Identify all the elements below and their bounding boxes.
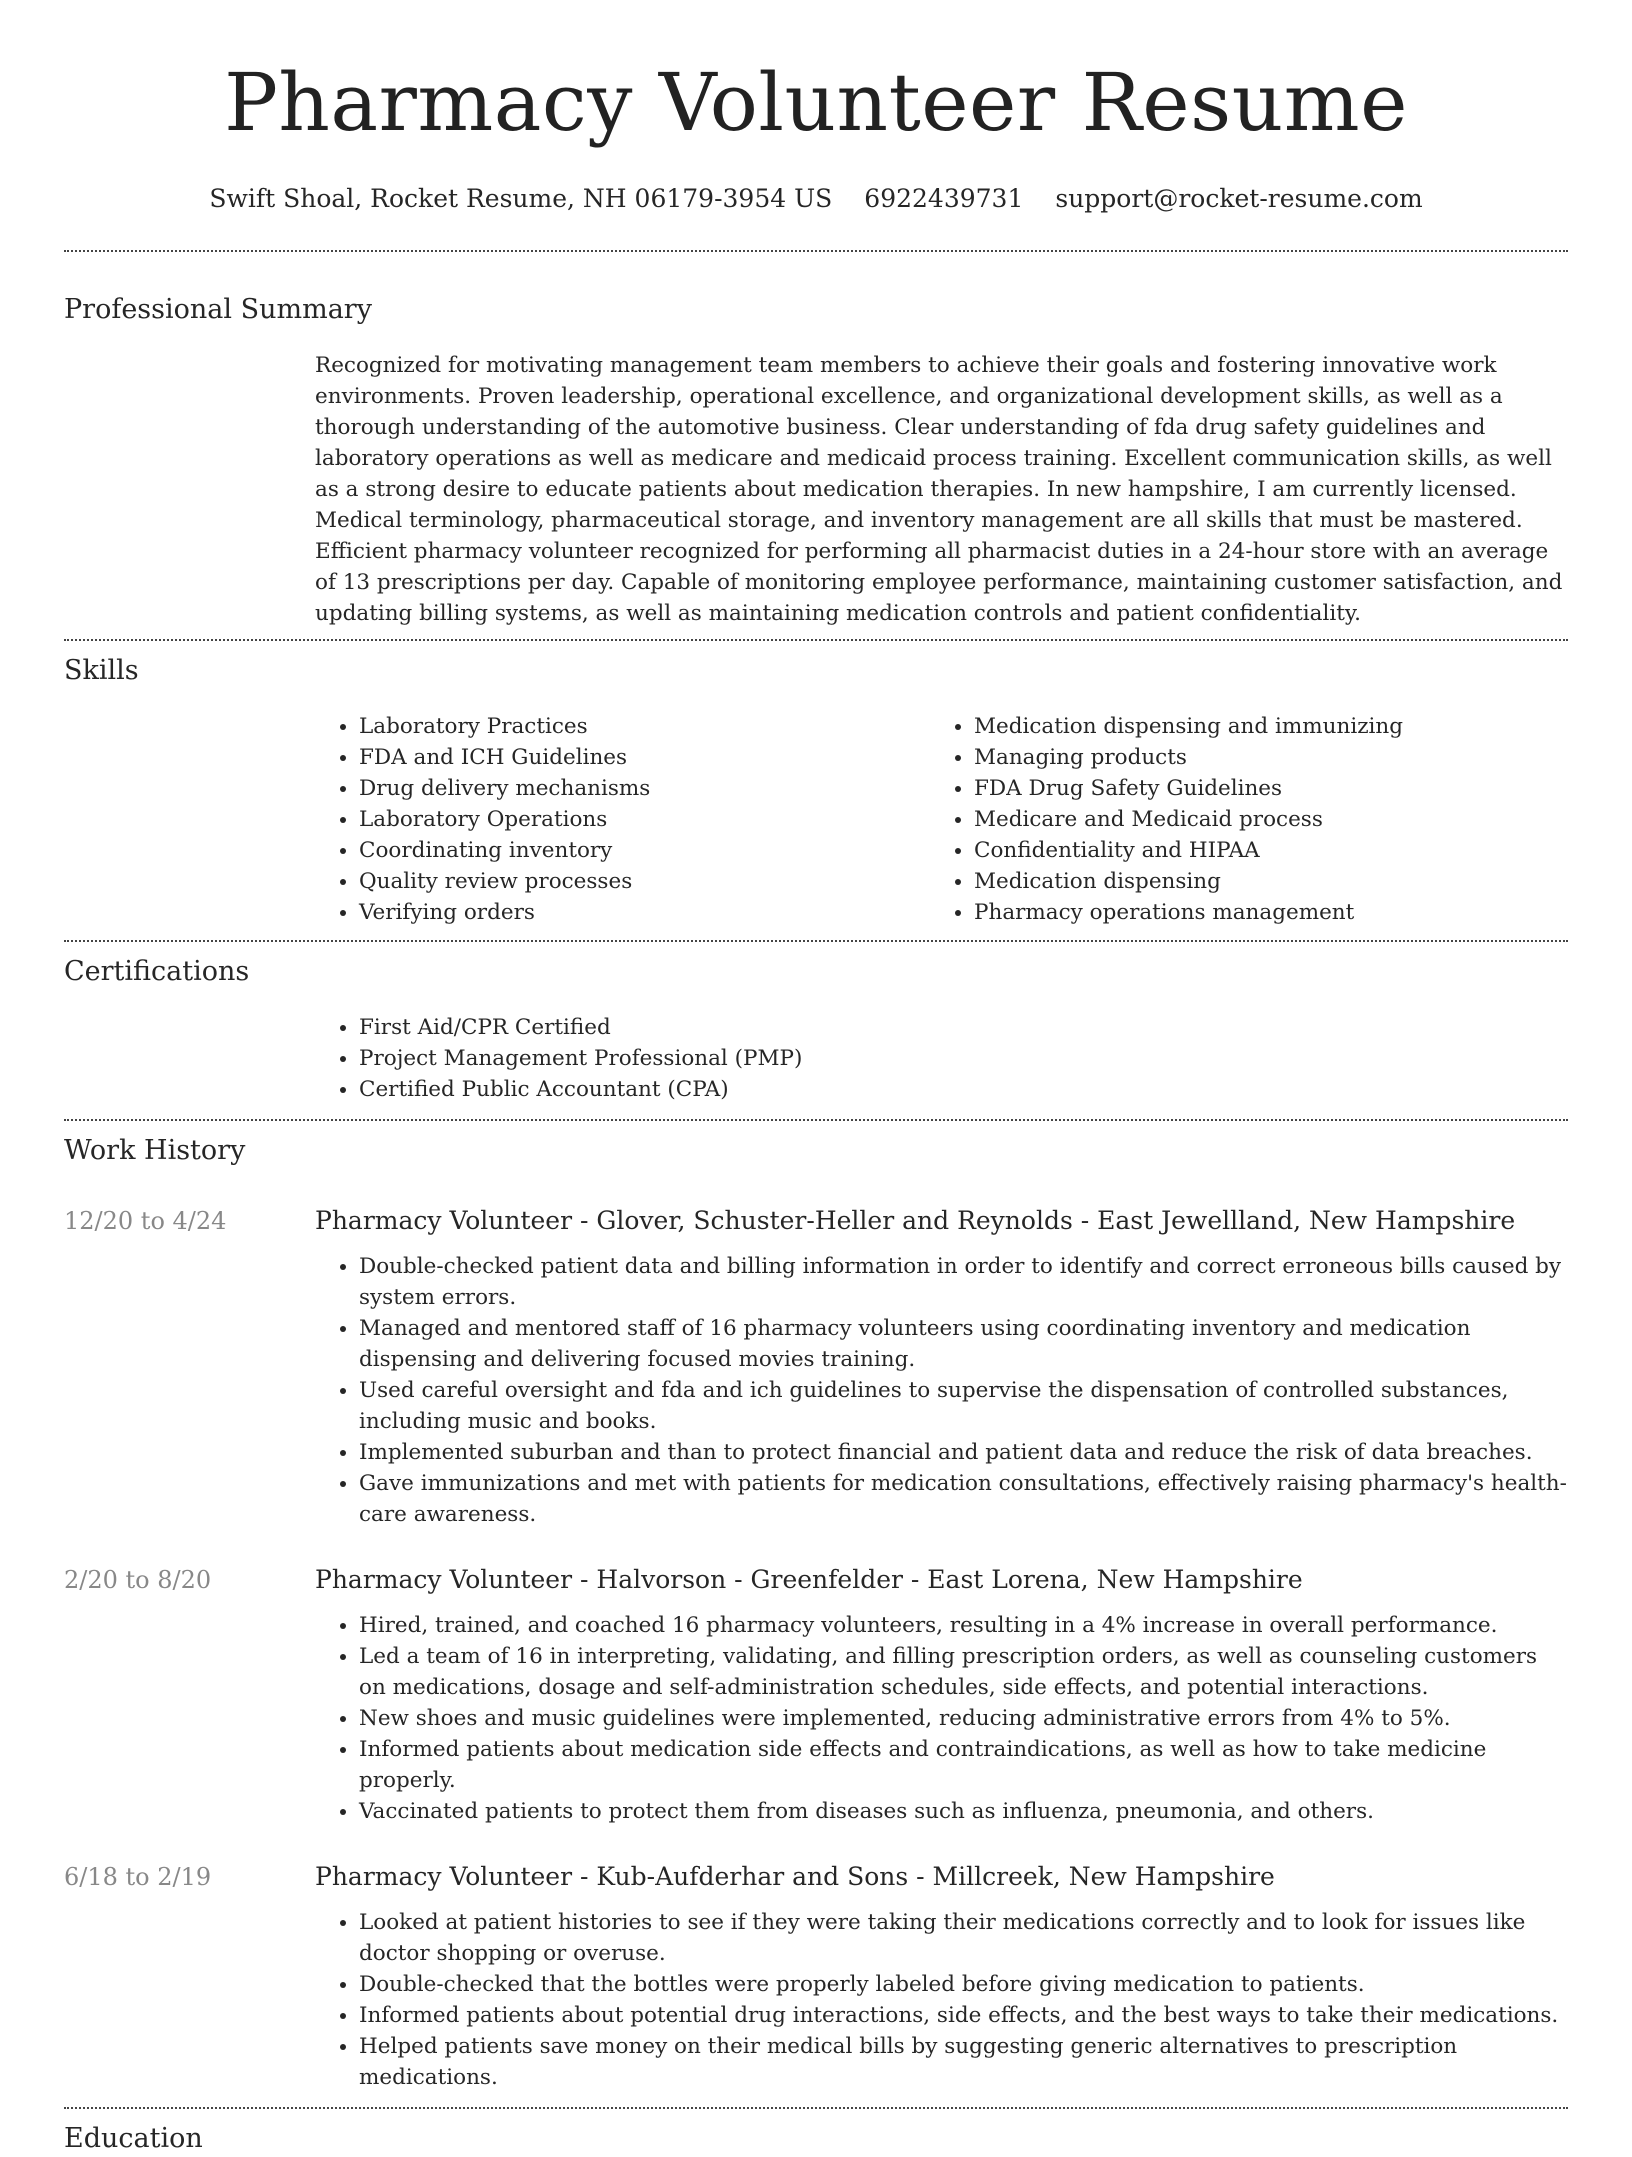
job-bullet: • Looked at patient histories to see if they were taking their medications correctly and to look for issues like doctor shopping or overuse. bbox=[359, 1907, 1568, 1969]
summary-text: Recognized for motivating management team members to achieve their goals and fostering innovative work environments. Proven leadership, operational excellence, and organizational development skills, as well as a thorough understanding of the automotive business. Clear understanding of fda drug safety guidelines and laboratory operations as well as medicare and medicaid process training. Excellent communication skills, as well as a strong desire to educate patients about medication therapies. In new hampshire, I am currently licensed. Medical terminology, pharmaceutical storage, and inventory management are all skills that must be mastered. Efficient pharmacy volunteer recognized for performing all pharmacist duties in a 24-hour store with an average of 13 prescriptions per day. Capable of monitoring employee performance, maintaining customer satisfaction, and updating billing systems, as well as maintaining medication controls and patient confidentiality. bbox=[315, 353, 1563, 626]
certifications-section bbox=[64, 942, 1568, 1105]
job-dates: 2/20 to 8/20 bbox=[64, 1566, 212, 1594]
contact-line bbox=[64, 182, 1568, 216]
contact-phone: 6922439731 bbox=[864, 184, 1024, 213]
job-header bbox=[64, 1205, 1568, 1237]
job-bullet: • Double-checked that the bottles were properly labeled before giving medication to patients. bbox=[359, 1969, 1568, 2000]
job-bullet: • Gave immunizations and met with patients for medication consultations, effectively raising pharmacy's health-care awareness. bbox=[359, 1468, 1568, 1530]
skill-item: • FDA Drug Safety Guidelines bbox=[974, 773, 1545, 804]
skills-heading: Skills bbox=[64, 655, 139, 686]
certification-item: • Project Management Professional (PMP) bbox=[359, 1043, 1568, 1074]
certification-item: • Certified Public Accountant (CPA) bbox=[359, 1074, 1568, 1105]
work-section bbox=[64, 1121, 1568, 2093]
job-entry bbox=[64, 1861, 1568, 2093]
job-bullet: • Hired, trained, and coached 16 pharmacy volunteers, resulting in a 4% increase in overall performance. bbox=[359, 1610, 1568, 1641]
education-section bbox=[64, 2109, 1568, 2157]
skills-section bbox=[64, 641, 1568, 928]
job-bullet: • Used careful oversight and fda and ich guidelines to supervise the dispensation of controlled substances, including music and books. bbox=[359, 1375, 1568, 1437]
skill-item: • Quality review processes bbox=[359, 866, 930, 897]
skill-item: • Laboratory Practices bbox=[359, 711, 930, 742]
skills-list-left bbox=[315, 711, 930, 928]
skill-item: • Medication dispensing bbox=[974, 866, 1545, 897]
work-heading: Work History bbox=[64, 1135, 246, 1166]
job-bullet: • Managed and mentored staff of 16 pharmacy volunteers using coordinating inventory and medication dispensing and delivering focused movies training. bbox=[359, 1313, 1568, 1375]
job-header bbox=[64, 1564, 1568, 1596]
summary-section bbox=[64, 252, 1568, 629]
job-bullets bbox=[315, 1907, 1568, 2093]
job-bullet: • Vaccinated patients to protect them from diseases such as influenza, pneumonia, and others. bbox=[359, 1796, 1568, 1827]
skills-columns bbox=[315, 711, 1568, 928]
summary-heading: Professional Summary bbox=[64, 294, 372, 325]
work-history-list bbox=[64, 1205, 1568, 2093]
job-bullets bbox=[315, 1251, 1568, 1530]
certification-item: • First Aid/CPR Certified bbox=[359, 1012, 1568, 1043]
job-bullets bbox=[315, 1610, 1568, 1827]
job-bullet: • New shoes and music guidelines were implemented, reducing administrative errors from 4% to 5%. bbox=[359, 1703, 1568, 1734]
job-title: Pharmacy Volunteer - Glover, Schuster-Heller and Reynolds - East Jewellland, New Hampshire bbox=[315, 1206, 1516, 1235]
contact-email: support@rocket-resume.com bbox=[1055, 184, 1423, 213]
job-bullet: • Informed patients about potential drug interactions, side effects, and the best ways to take their medications. bbox=[359, 2000, 1568, 2031]
job-header bbox=[64, 1861, 1568, 1893]
contact-address: Swift Shoal, Rocket Resume, NH 06179-3954 US bbox=[209, 184, 833, 213]
skill-item: • Verifying orders bbox=[359, 897, 930, 928]
skill-item: • Drug delivery mechanisms bbox=[359, 773, 930, 804]
job-bullet: • Implemented suburban and than to protect financial and patient data and reduce the risk of data breaches. bbox=[359, 1437, 1568, 1468]
skill-item: • Confidentiality and HIPAA bbox=[974, 835, 1545, 866]
job-title: Pharmacy Volunteer - Kub-Aufderhar and Sons - Millcreek, New Hampshire bbox=[315, 1862, 1275, 1891]
job-bullet: • Double-checked patient data and billing information in order to identify and correct erroneous bills caused by system errors. bbox=[359, 1251, 1568, 1313]
skill-item: • Coordinating inventory bbox=[359, 835, 930, 866]
job-dates: 12/20 to 4/24 bbox=[64, 1207, 227, 1235]
job-dates: 6/18 to 2/19 bbox=[64, 1863, 212, 1891]
skill-item: • FDA and ICH Guidelines bbox=[359, 742, 930, 773]
job-entry bbox=[64, 1205, 1568, 1530]
skill-item: • Managing products bbox=[974, 742, 1545, 773]
job-bullet: • Helped patients save money on their medical bills by suggesting generic alternatives to prescription medications. bbox=[359, 2031, 1568, 2093]
job-entry bbox=[64, 1564, 1568, 1827]
skill-item: • Medicare and Medicaid process bbox=[974, 804, 1545, 835]
skills-list-right bbox=[930, 711, 1545, 928]
skill-item: • Pharmacy operations management bbox=[974, 897, 1545, 928]
resume-title: Pharmacy Volunteer Resume bbox=[224, 56, 1408, 149]
certifications-list bbox=[315, 1012, 1568, 1105]
job-title: Pharmacy Volunteer - Halvorson - Greenfelder - East Lorena, New Hampshire bbox=[315, 1565, 1303, 1594]
skill-item: • Laboratory Operations bbox=[359, 804, 930, 835]
certifications-heading: Certifications bbox=[64, 956, 250, 987]
job-bullet: • Led a team of 16 in interpreting, validating, and filling prescription orders, as well as counseling customers on medications, dosage and self-administration schedules, side effects, and potential interactions. bbox=[359, 1641, 1568, 1703]
education-heading: Education bbox=[64, 2123, 203, 2154]
job-bullet: • Informed patients about medication side effects and contraindications, as well as how to take medicine properly. bbox=[359, 1734, 1568, 1796]
skill-item: • Medication dispensing and immunizing bbox=[974, 711, 1545, 742]
